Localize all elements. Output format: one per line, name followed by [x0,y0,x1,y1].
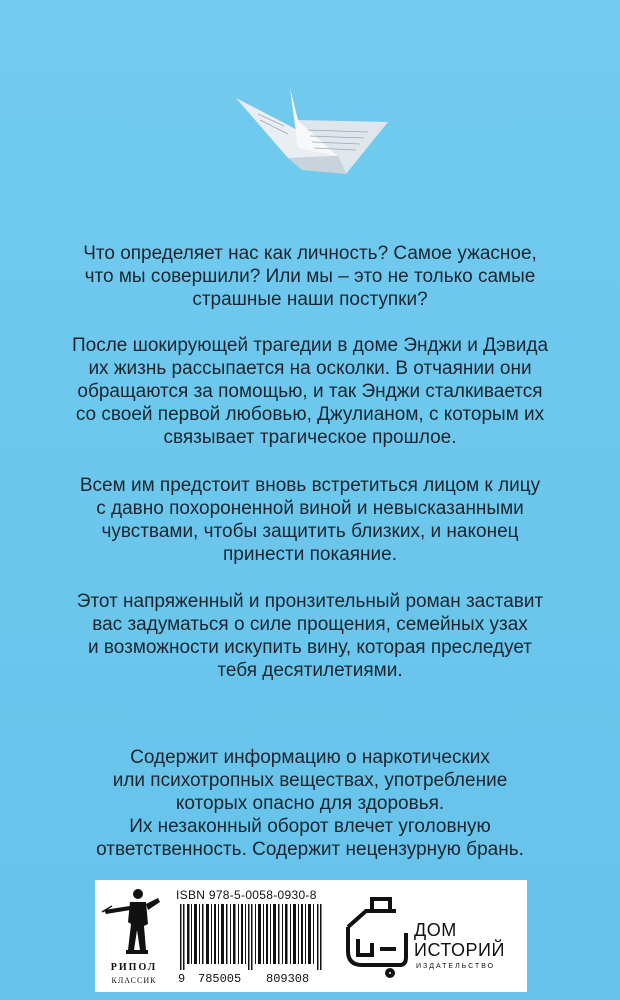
dom-istoriy-name: ДОМ ИСТОРИЙ [414,920,505,960]
ripol-subtitle: КЛАССИК [111,976,157,985]
barcode [178,904,326,970]
archer-figure-icon [100,884,166,970]
barcode-digits-left: 785005 [198,972,242,986]
content-warning: Содержит информацию о наркотических или психотропных веществах, употребление которых опасно для здоровья. Их незаконный оборот влечет уголовную ответственность. Содержит нецензурную брань. [96,747,524,860]
blurb-paragraph-2: После шокирующей трагедии в доме Энджи и Дэвида их жизнь рассыпается на осколки. В отчаянии они обращаются за помощью, и так Энджи сталкивается со своей первой любовью, Джулианом, с которым их связывает трагическое прошлое. [71,335,549,448]
barcode-digits-right: 809308 [266,972,310,986]
barcode-digit-lead: 9 [178,972,186,986]
paper-boat-icon [228,78,398,188]
ripol-name: РИПОЛ [110,962,158,973]
dom-istoriy-subtitle: ИЗДАТЕЛЬСТВО [416,963,496,970]
isbn-text: ISBN 978-5-0058-0930-8 [176,888,317,902]
house-logo-icon [340,893,412,979]
blurb-paragraph-3: Всем им предстоит вновь встретиться лицом к лицу с давно похороненной виной и невысказанными чувствами, чтобы защитить близких, и наконец принести покаяние. [79,475,541,565]
blurb-paragraph-4: Этот напряженный и пронзительный роман заставит вас задуматься о силе прощения, семейных узах и возможности искупить вину, которая преследует тебя десятилетиями. [76,591,544,681]
blurb-paragraph-1: Что определяет нас как личность? Самое ужасное, что мы совершили? Или мы – это не только самые страшные наши поступки? [83,243,537,310]
